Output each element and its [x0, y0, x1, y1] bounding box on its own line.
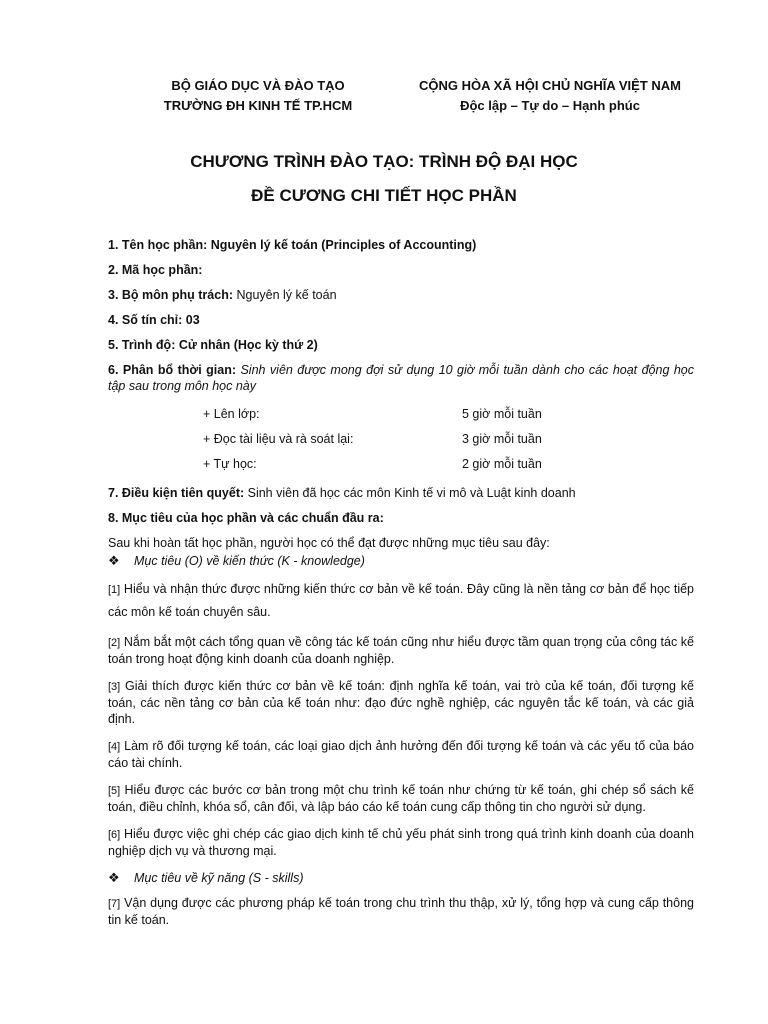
ministry-name: BỘ GIÁO DỤC VÀ ĐÀO TẠO [171, 78, 345, 93]
country-name: CỘNG HÒA XÃ HỘI CHỦ NGHĨA VIỆT NAM [419, 78, 681, 93]
objective-number: [2] [108, 637, 121, 649]
national-header [390, 76, 710, 116]
department [108, 287, 694, 303]
objective-number: [3] [108, 681, 121, 693]
knowledge-heading [108, 553, 694, 569]
course-code: 2. Mã học phần: [108, 263, 203, 277]
allocation-value: 2 giờ mỗi tuần [462, 457, 542, 471]
skills-heading-text: Mục tiêu về kỹ năng (S - skills) [134, 871, 304, 885]
objective-item [108, 895, 694, 928]
objective-number: [1] [108, 584, 121, 596]
diamond-bullet-icon: ❖ [108, 870, 120, 885]
time-allocation-label: 6. Phân bổ thời gian: [108, 363, 237, 377]
objective-number: [7] [108, 898, 121, 910]
department-label: 3. Bộ môn phụ trách: [108, 288, 233, 302]
objective-number: [6] [108, 829, 121, 841]
objective-number: [5] [108, 785, 121, 797]
allocation-label: + Lên lớp: [203, 407, 260, 421]
knowledge-heading-text: Mục tiêu (O) về kiến thức (K - knowledge) [134, 554, 365, 568]
objective-number: [4] [108, 741, 121, 753]
course-name: 1. Tên học phần: Nguyên lý kế toán (Principles of Accounting) [108, 238, 477, 252]
syllabus-title: ĐỀ CƯƠNG CHI TIẾT HỌC PHẦN [251, 186, 517, 205]
objective-text: Giải thích được kiến thức cơ bản về kế toán: định nghĩa kế toán, vai trò của kế toán, đối tượng kế toán, các nền tảng cơ bản của kế toán như: đạo đức nghề nghiệp, các nguyên tắc kế toán, và các giả định. [108, 679, 694, 726]
objective-text: Hiểu được các bước cơ bản trong một chu trình kế toán như chứng từ kế toán, ghi chép sổ sách kế toán, điều chỉnh, khóa sổ, cân đối, và lập báo cáo kế toán cung cấp thông tin cho người sử dụng. [108, 783, 694, 814]
department-value: Nguyên lý kế toán [233, 288, 337, 302]
objective-item [108, 678, 694, 727]
allocation-row [203, 456, 694, 481]
allocation-value: 3 giờ mỗi tuần [462, 432, 542, 446]
level: 5. Trình độ: Cử nhân (Học kỳ thứ 2) [108, 338, 318, 352]
time-allocation [108, 362, 694, 394]
national-motto: Độc lập – Tự do – Hạnh phúc [460, 98, 640, 113]
objective-item [108, 782, 694, 815]
allocation-list [203, 406, 694, 481]
prerequisites-label: 7. Điều kiện tiên quyết: [108, 486, 245, 500]
credits: 4. Số tín chỉ: 03 [108, 313, 200, 327]
allocation-value: 5 giờ mỗi tuần [462, 407, 542, 421]
allocation-label: + Tự học: [203, 457, 257, 471]
time-allocation-text: Sinh viên được mong đợi sử dụng 10 giờ mỗi tuần dành cho các hoạt động học tập sau trong môn học này [108, 363, 694, 393]
objective-text: Làm rõ đối tượng kế toán, các loại giao dịch ảnh hưởng đến đối tượng kế toán và các yếu tố của báo cáo tài chính. [108, 739, 694, 770]
allocation-label: + Đọc tài liệu và rà soát lại: [203, 432, 354, 446]
objective-text: Nắm bắt một cách tổng quan về công tác kế toán cũng như hiểu được tầm quan trọng của công tác kế toán trong hoạt động kinh doanh của doanh nghiệp. [108, 635, 694, 666]
objective-text: Hiểu và nhận thức được những kiến thức cơ bản về kế toán. Đây cũng là nền tảng cơ bản để học tiếp các môn kế toán chuyên sâu. [108, 582, 694, 619]
syllabus-body [108, 237, 694, 939]
skills-heading [108, 870, 694, 886]
diamond-bullet-icon: ❖ [108, 553, 120, 568]
objective-text: Hiểu được việc ghi chép các giao dịch kinh tế chủ yếu phát sinh trong quá trình kinh doanh của doanh nghiệp dịch vụ và thương mại. [108, 827, 694, 858]
objective-item [108, 826, 694, 859]
ministry-header [118, 76, 398, 116]
objectives-intro: Sau khi hoàn tất học phần, người học có thể đạt được những mục tiêu sau đây: [108, 536, 550, 550]
program-title: CHƯƠNG TRÌNH ĐÀO TẠO: TRÌNH ĐỘ ĐẠI HỌC [190, 152, 578, 171]
objective-item [108, 634, 694, 667]
objective-text: Vận dụng được các phương pháp kế toán trong chu trình thu thập, xử lý, tổng hợp và cung cấp thông tin kế toán. [108, 896, 694, 927]
prerequisites [108, 485, 694, 501]
objective-item [108, 738, 694, 771]
objective-item [108, 578, 694, 623]
objectives-heading: 8. Mục tiêu của học phần và các chuẩn đầu ra: [108, 511, 384, 525]
university-name: TRƯỜNG ĐH KINH TẾ TP.HCM [163, 98, 353, 113]
prerequisites-value: Sinh viên đã học các môn Kinh tế vi mô và Luật kinh doanh [244, 486, 576, 500]
allocation-row [203, 431, 694, 456]
allocation-row [203, 406, 694, 431]
